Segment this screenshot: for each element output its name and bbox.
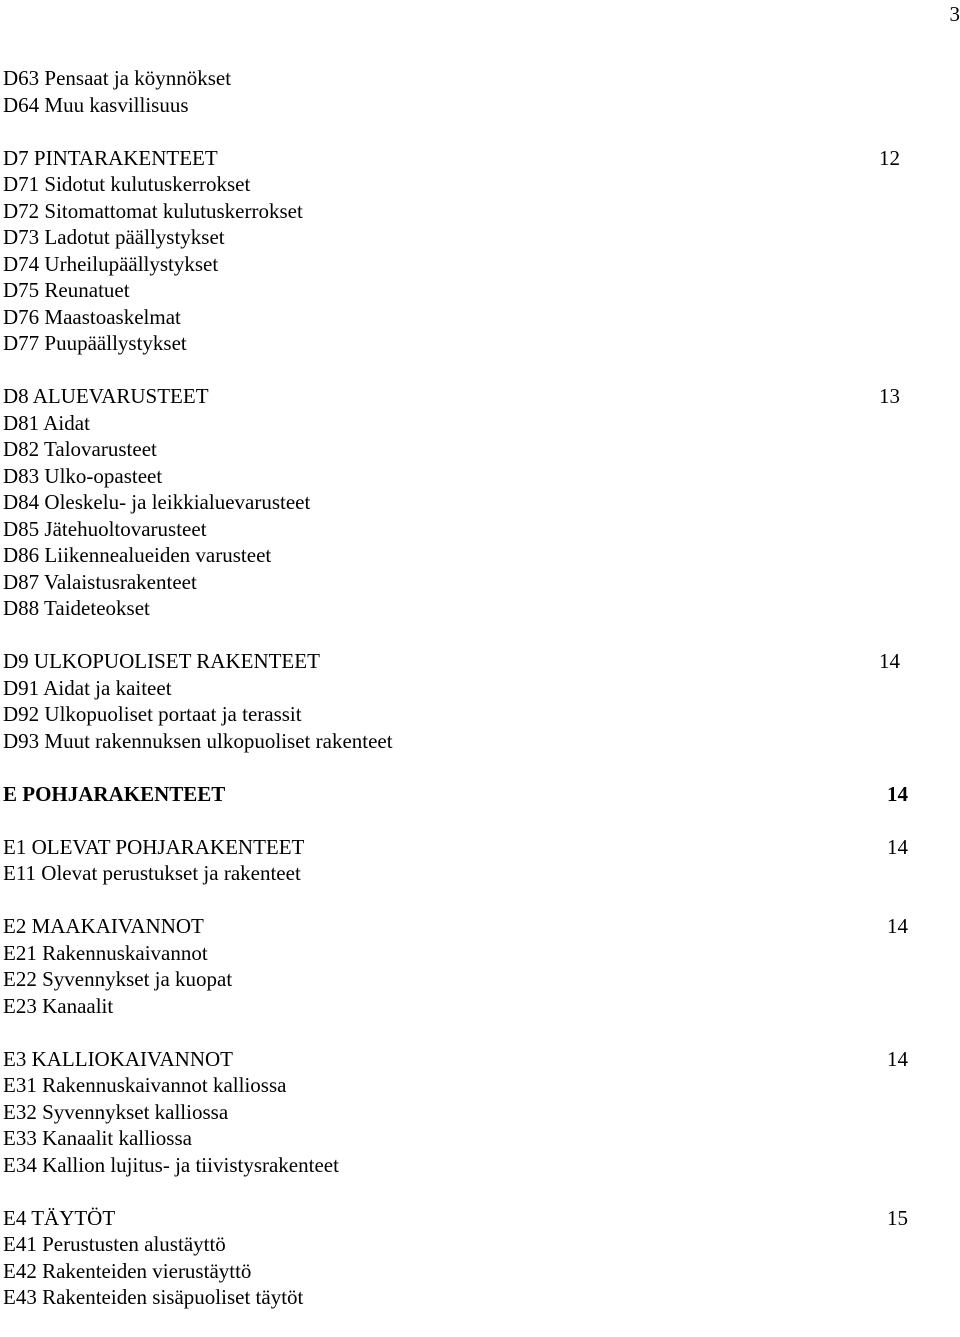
toc-entry (3, 65, 908, 92)
toc-entry (3, 251, 908, 278)
toc-entry (3, 410, 908, 437)
toc-entry (3, 1099, 908, 1126)
toc-entry-label: D72 Sitomattomat kulutuskerrokset (3, 198, 303, 225)
toc-heading-label: D7 PINTARAKENTEET (3, 145, 218, 172)
table-of-contents (3, 65, 908, 1337)
toc-entry-label: E42 Rakenteiden vierustäyttö (3, 1258, 251, 1285)
toc-section-e2 (3, 913, 908, 1019)
toc-heading-label: E4 TÄYTÖT (3, 1205, 115, 1232)
toc-entry-label: D81 Aidat (3, 410, 90, 437)
toc-entry (3, 224, 908, 251)
toc-entry-label: E34 Kallion lujitus- ja tiivistysrakenteet (3, 1152, 339, 1179)
toc-entry (3, 198, 908, 225)
toc-section-d7 (3, 145, 908, 357)
toc-entry (3, 993, 908, 1020)
toc-entry-label: D86 Liikennealueiden varusteet (3, 542, 271, 569)
toc-entry-label: E43 Rakenteiden sisäpuoliset täytöt (3, 1284, 303, 1311)
toc-entry (3, 330, 908, 357)
toc-page-number: 15 (887, 1205, 908, 1232)
toc-entry (3, 489, 908, 516)
toc-entry-label: E41 Perustusten alustäyttö (3, 1231, 226, 1258)
toc-entry (3, 1258, 908, 1285)
toc-entry-label: E11 Olevat perustukset ja rakenteet (3, 860, 301, 887)
toc-entry-label: E31 Rakennuskaivannot kalliossa (3, 1072, 286, 1099)
toc-entry (3, 701, 908, 728)
toc-heading (3, 648, 908, 675)
toc-entry (3, 728, 908, 755)
toc-heading (3, 1046, 908, 1073)
toc-entry (3, 1231, 908, 1258)
toc-page-number: 13 (879, 383, 900, 410)
toc-section-e (3, 781, 908, 808)
toc-page-number: 14 (887, 913, 908, 940)
toc-entry-label: D91 Aidat ja kaiteet (3, 675, 172, 702)
toc-heading-label: D9 ULKOPUOLISET RAKENTEET (3, 648, 320, 675)
toc-page-number: 12 (879, 145, 900, 172)
toc-entry-label: D74 Urheilupäällystykset (3, 251, 218, 278)
toc-heading (3, 834, 908, 861)
toc-entry-label: E23 Kanaalit (3, 993, 113, 1020)
toc-page-number: 14 (887, 1046, 908, 1073)
toc-page-number: 14 (887, 781, 908, 808)
toc-heading (3, 383, 908, 410)
toc-entry-label: E21 Rakennuskaivannot (3, 940, 208, 967)
toc-entry (3, 1284, 908, 1311)
toc-section-e4 (3, 1205, 908, 1311)
toc-main-heading (3, 781, 908, 808)
page-number: 3 (950, 2, 960, 27)
toc-entry-label: E22 Syvennykset ja kuopat (3, 966, 232, 993)
toc-heading-label: D8 ALUEVARUSTEET (3, 383, 209, 410)
toc-entry-label: D84 Oleskelu- ja leikkialuevarusteet (3, 489, 310, 516)
toc-entry (3, 277, 908, 304)
toc-entry (3, 940, 908, 967)
toc-entry (3, 569, 908, 596)
toc-section-e1 (3, 834, 908, 887)
toc-entry-label: D64 Muu kasvillisuus (3, 92, 189, 119)
toc-entry-label: E32 Syvennykset kalliossa (3, 1099, 228, 1126)
toc-entry (3, 542, 908, 569)
toc-entry (3, 92, 908, 119)
toc-section-d9 (3, 648, 908, 754)
toc-entry-label: D76 Maastoaskelmat (3, 304, 181, 331)
toc-entry (3, 304, 908, 331)
toc-entry-label: D77 Puupäällystykset (3, 330, 187, 357)
toc-entry-label: D92 Ulkopuoliset portaat ja terassit (3, 701, 302, 728)
toc-entry (3, 463, 908, 490)
toc-entry-label: D88 Taideteokset (3, 595, 150, 622)
toc-entry-label: D82 Talovarusteet (3, 436, 157, 463)
toc-heading-label: E1 OLEVAT POHJARAKENTEET (3, 834, 304, 861)
toc-section-d6-continued (3, 65, 908, 118)
toc-entry (3, 171, 908, 198)
toc-entry (3, 860, 908, 887)
toc-main-heading-label: E POHJARAKENTEET (3, 781, 225, 808)
toc-entry (3, 675, 908, 702)
toc-entry (3, 595, 908, 622)
toc-heading (3, 913, 908, 940)
toc-entry (3, 1072, 908, 1099)
toc-entry (3, 1152, 908, 1179)
toc-entry-label: D87 Valaistusrakenteet (3, 569, 197, 596)
toc-section-e3 (3, 1046, 908, 1179)
toc-entry-label: D63 Pensaat ja köynnökset (3, 65, 231, 92)
toc-heading-label: E2 MAAKAIVANNOT (3, 913, 204, 940)
toc-heading (3, 1205, 908, 1232)
toc-entry-label: D73 Ladotut päällystykset (3, 224, 225, 251)
toc-page-number: 14 (887, 834, 908, 861)
toc-heading (3, 145, 908, 172)
toc-entry-label: D83 Ulko-opasteet (3, 463, 162, 490)
toc-entry (3, 516, 908, 543)
toc-entry-label: D71 Sidotut kulutuskerrokset (3, 171, 250, 198)
toc-entry-label: D75 Reunatuet (3, 277, 130, 304)
toc-heading-label: E3 KALLIOKAIVANNOT (3, 1046, 233, 1073)
toc-entry (3, 436, 908, 463)
toc-entry (3, 966, 908, 993)
toc-entry-label: E33 Kanaalit kalliossa (3, 1125, 192, 1152)
toc-page-number: 14 (879, 648, 900, 675)
toc-entry (3, 1125, 908, 1152)
toc-entry-label: D85 Jätehuoltovarusteet (3, 516, 207, 543)
toc-entry-label: D93 Muut rakennuksen ulkopuoliset rakenteet (3, 728, 393, 755)
toc-section-d8 (3, 383, 908, 622)
